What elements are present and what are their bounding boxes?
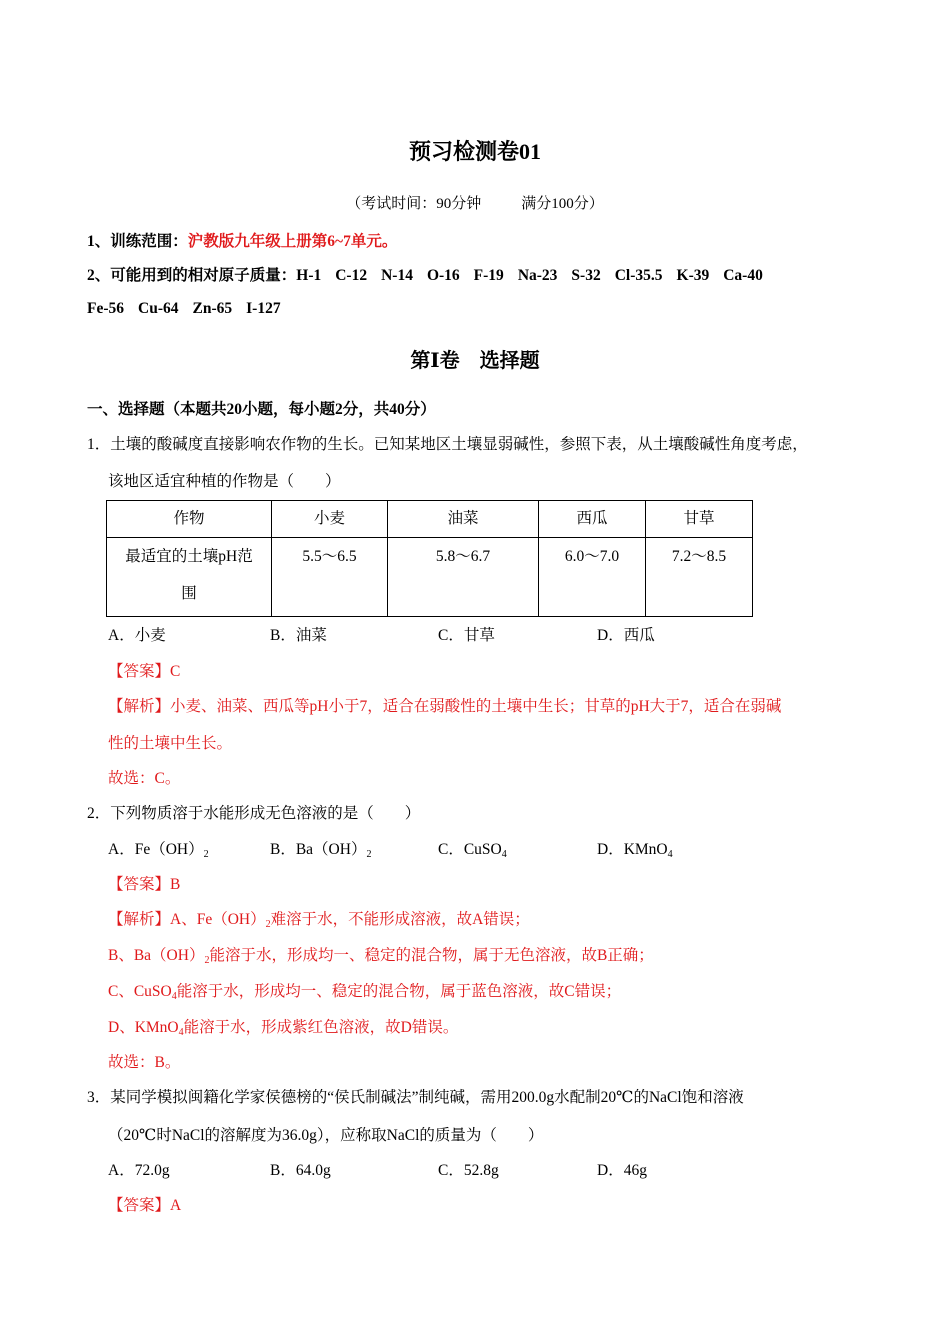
q1-stem-line1: 1．土壤的酸碱度直接影响农作物的生长。已知某地区土壤显弱碱性，参照下表，从土壤酸碱性角度考虑， [87, 436, 808, 453]
q1-option-c: C．甘草 [438, 627, 495, 644]
q2-option-c-text: C．CuSO [438, 841, 502, 858]
table-cell: 6.0～7.0 [539, 538, 646, 617]
subscript: 2 [366, 849, 372, 860]
q2-analysis-c-post: 能溶于水，形成均一、稳定的混合物，属于蓝色溶液，故C错误； [176, 983, 622, 1000]
q1-conclusion: 故选：C。 [108, 770, 181, 787]
q2-option-b-text: B．Ba（OH） [270, 841, 367, 858]
q2-analysis-a-pre: 【解析】A、Fe（OH） [108, 911, 266, 928]
q3-stem-line1: 3．某同学模拟闽籍化学家侯德榜的“侯氏制碱法”制纯碱，需用200.0g水配制20℃的NaCl饱和溶液 [87, 1089, 744, 1106]
atom-mass: Fe-56 [87, 300, 125, 317]
table-cell: 5.8～6.7 [388, 538, 539, 617]
q1-stem-line2: 该地区适宜种植的作物是（ ） [108, 473, 341, 490]
q2-stem: 2．下列物质溶于水能形成无色溶液的是（ ） [87, 805, 421, 822]
subscript: 4 [667, 849, 673, 860]
q2-option-b [270, 837, 371, 859]
q3-option-b: B．64.0g [270, 1162, 331, 1179]
table-header-row [107, 501, 753, 538]
q2-option-a-text: A．Fe（OH） [108, 841, 204, 858]
q2-option-a [108, 837, 209, 859]
atom-mass: Zn-65 [192, 300, 233, 317]
exam-info [0, 192, 950, 213]
row-label-line2: 围 [181, 585, 197, 602]
subscript: 2 [204, 955, 210, 966]
q2-analysis-c-pre: C、CuSO [108, 983, 172, 1000]
q1-analysis-line2: 性的土壤中生长。 [108, 735, 233, 752]
page-title: 预习检测卷01 [408, 139, 541, 164]
atom-mass: O-16 [426, 267, 460, 284]
atom-mass: F-19 [473, 267, 504, 284]
q2-option-d-text: D．KMnO [597, 841, 668, 858]
q2-answer: 【答案】B [108, 876, 181, 893]
note-2-label: 2、可能用到的相对原子质量： [87, 267, 297, 284]
q2-conclusion: 故选：B。 [108, 1054, 181, 1071]
table-header-cell: 油菜 [388, 501, 539, 538]
section-title: 第Ⅰ卷 选择题 [410, 350, 540, 372]
q1-option-d: D．西瓜 [597, 627, 655, 644]
subscript: 2 [265, 919, 271, 930]
table-row-label [107, 538, 272, 617]
table-header-cell: 甘草 [646, 501, 753, 538]
atom-mass: N-14 [381, 267, 413, 284]
q3-stem-line2: （20℃时NaCl的溶解度为36.0g），应称取NaCl的质量为（ ） [108, 1127, 544, 1144]
q3-option-c: C．52.8g [438, 1162, 499, 1179]
exam-score: 满分100分） [521, 196, 604, 212]
table-header-cell: 小麦 [272, 501, 388, 538]
atom-mass: Cu-64 [138, 300, 179, 317]
q1-analysis-line1: 【解析】小麦、油菜、西瓜等pH小于7，适合在弱酸性的土壤中生长；甘草的pH大于7，适合在弱碱 [108, 698, 782, 715]
q2-analysis-d [108, 1015, 458, 1037]
table-cell: 5.5～6.5 [272, 538, 388, 617]
q2-analysis-c [108, 979, 621, 1001]
note-1-value: 沪教版九年级上册第6~7单元。 [187, 233, 398, 250]
q2-analysis-d-pre: D、KMnO [108, 1019, 179, 1036]
q1-answer: 【答案】C [108, 663, 181, 680]
q3-option-a: A．72.0g [108, 1162, 170, 1179]
q1-option-b: B．油菜 [270, 627, 327, 644]
q2-analysis-d-post: 能溶于水，形成紫红色溶液，故D错误。 [183, 1019, 459, 1036]
atom-mass: H-1 [296, 267, 322, 284]
q3-answer: 【答案】A [108, 1197, 182, 1214]
subscript: 2 [203, 849, 209, 860]
crop-ph-table [106, 500, 753, 617]
q2-analysis-a-post: 难溶于水，不能形成溶液，故A错误； [270, 911, 530, 928]
q2-analysis-b-post: 能溶于水，形成均一、稳定的混合物，属于无色溶液，故B正确； [209, 947, 654, 964]
q1-option-a: A．小麦 [108, 627, 166, 644]
atom-mass: C-12 [335, 267, 368, 284]
q2-option-c [438, 837, 507, 859]
table-cell: 7.2～8.5 [646, 538, 753, 617]
note-1-label: 1、训练范围： [87, 233, 188, 250]
q2-analysis-a [108, 907, 530, 929]
note-training-scope [87, 229, 397, 251]
table-header-cell: 西瓜 [539, 501, 646, 538]
q2-option-d [597, 837, 673, 859]
atom-mass: S-32 [571, 267, 601, 284]
q3-option-d: D．46g [597, 1162, 647, 1179]
q2-analysis-b-pre: B、Ba（OH） [108, 947, 205, 964]
table-header-cell: 作物 [107, 501, 272, 538]
atom-mass: I-127 [246, 300, 281, 317]
atom-mass: Ca-40 [723, 267, 763, 284]
subscript: 4 [178, 1027, 184, 1038]
exam-time: （考试时间：90分钟 [346, 196, 482, 212]
table-row [107, 538, 753, 617]
atom-mass: K-39 [676, 267, 710, 284]
subscript: 4 [501, 849, 507, 860]
note-atomic-masses-cont [87, 300, 295, 318]
subscript: 4 [171, 991, 177, 1002]
atom-mass: Na-23 [517, 267, 558, 284]
part-heading: 一、选择题（本题共20小题，每小题2分，共40分） [87, 401, 436, 418]
atom-mass: Cl-35.5 [614, 267, 663, 284]
q2-analysis-b [108, 943, 654, 965]
row-label-line1: 最适宜的土壤pH范 [125, 548, 253, 565]
note-atomic-masses [87, 263, 777, 285]
